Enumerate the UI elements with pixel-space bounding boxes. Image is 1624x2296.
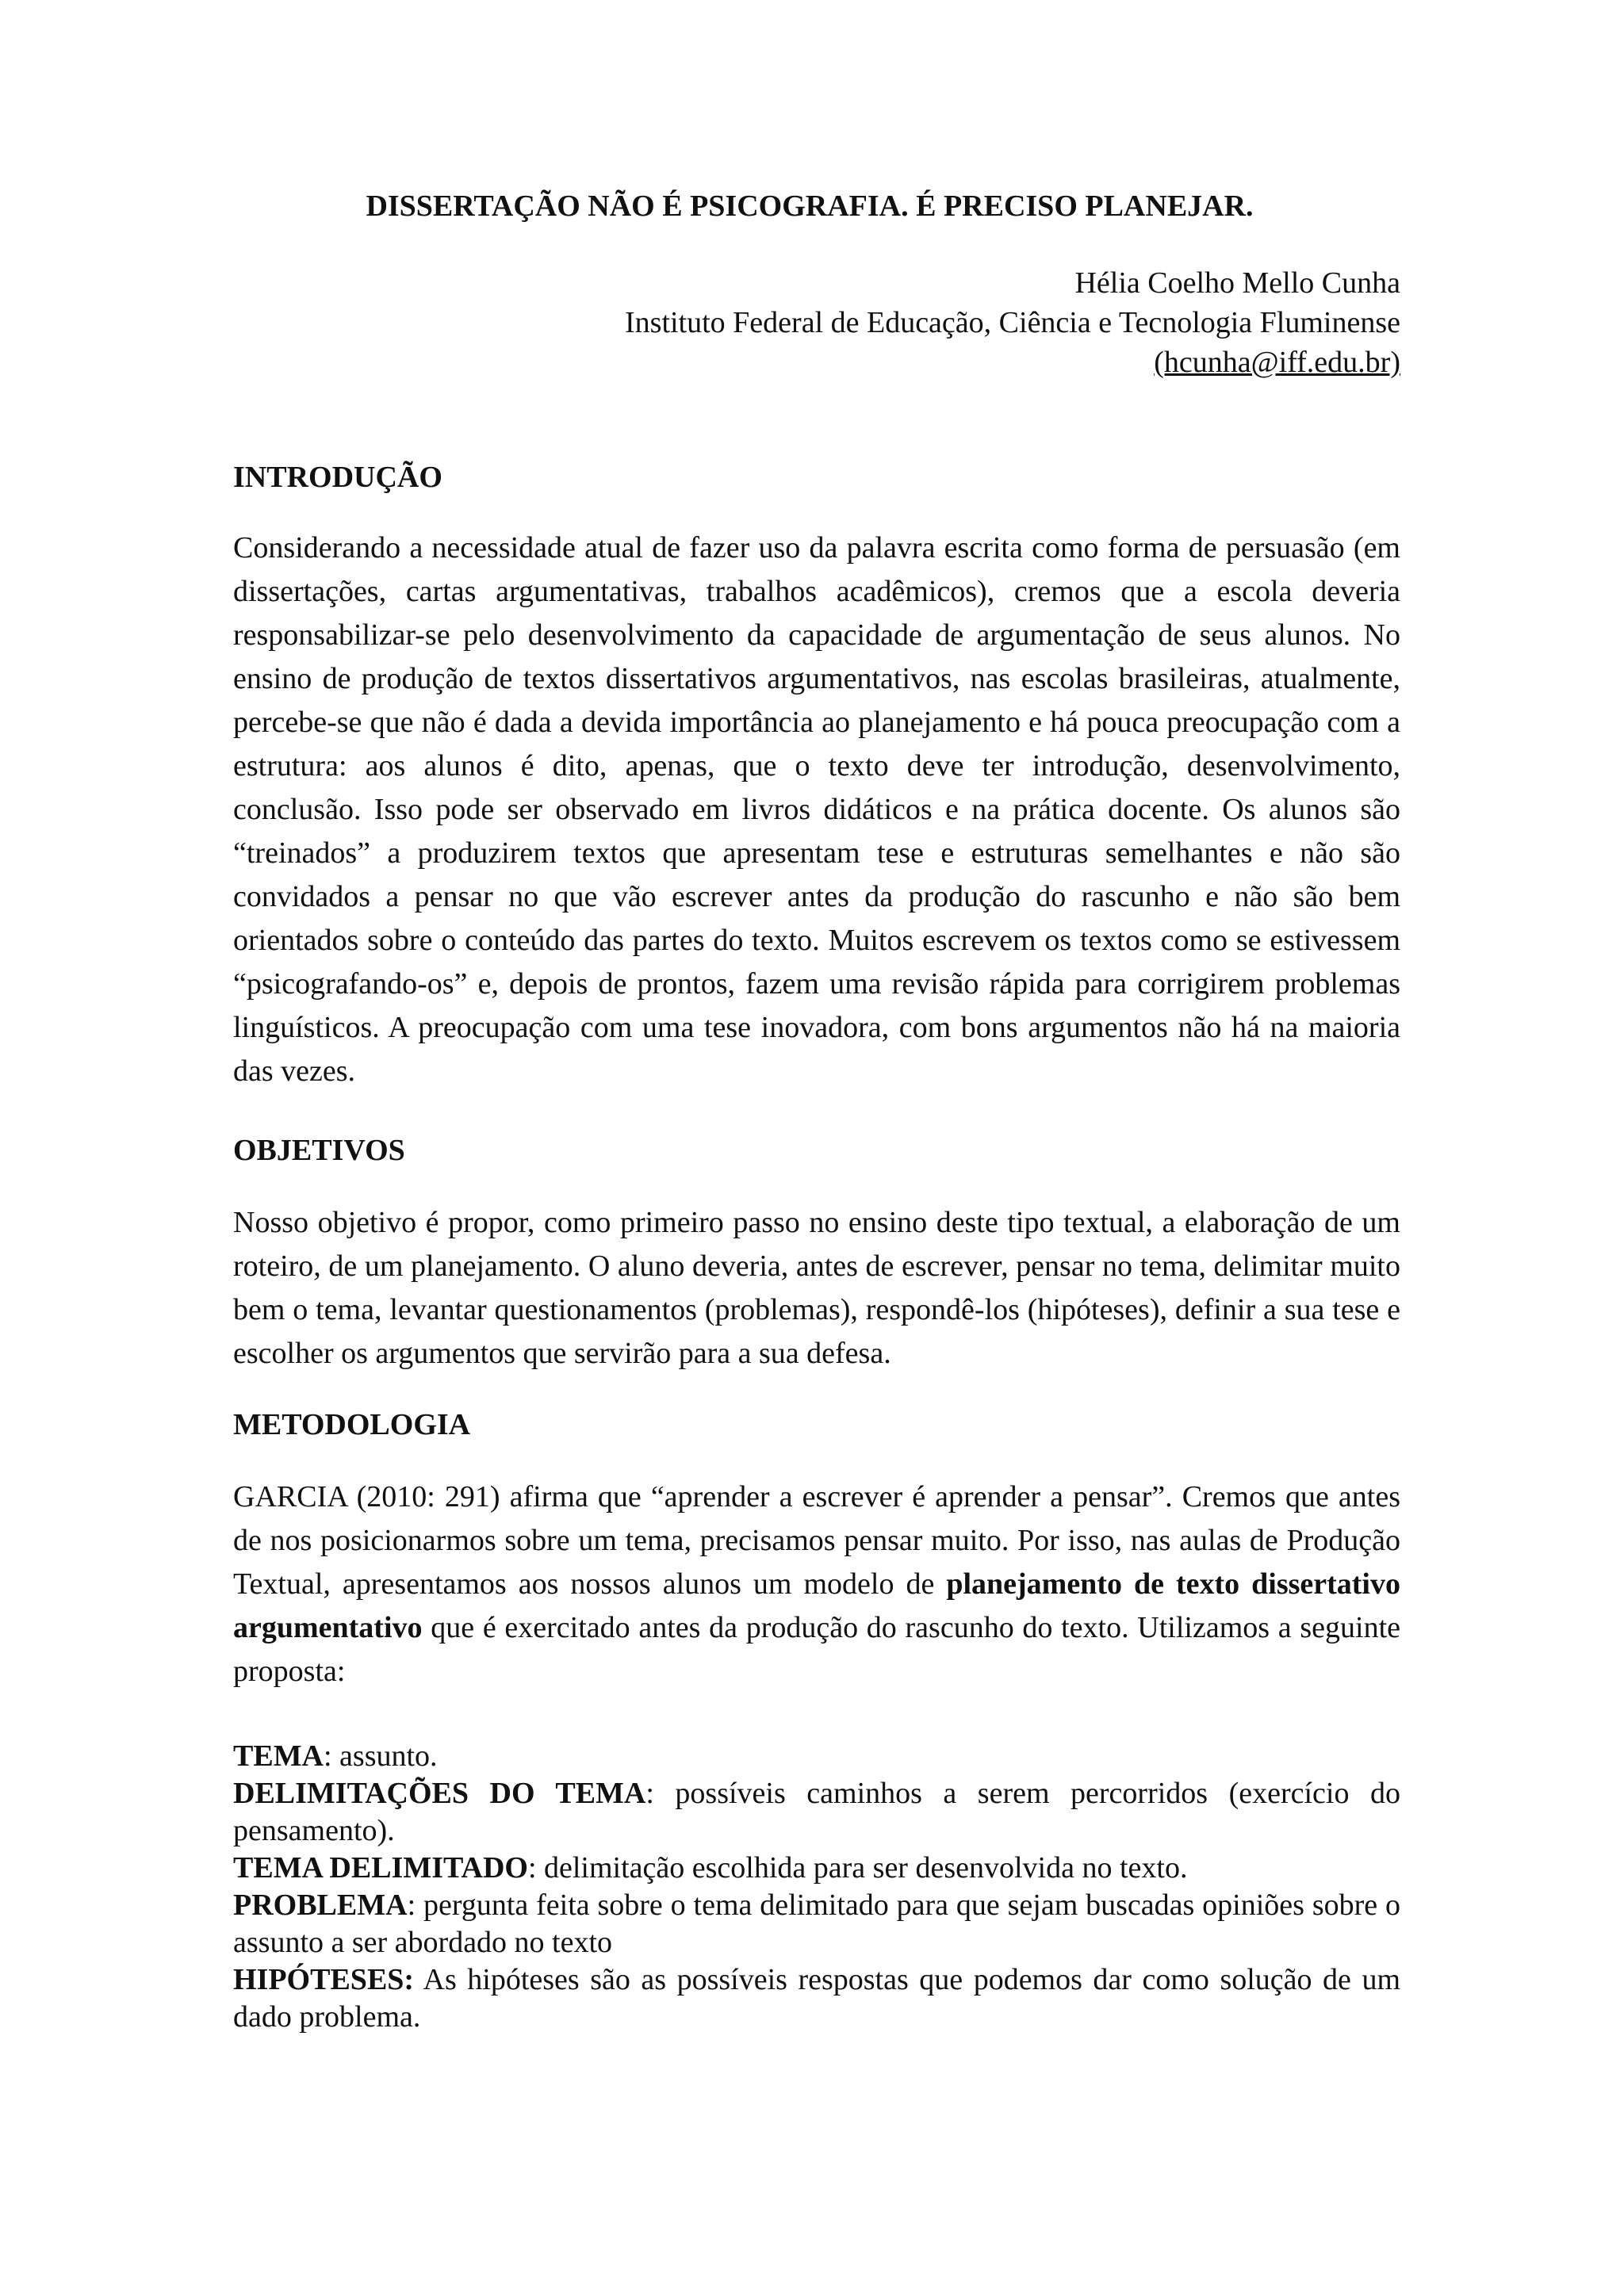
metodologia-text-end: que é exercitado antes da produção do rascunho do texto. Utilizamos a seguinte proposta: (233, 1611, 1400, 1688)
section-heading-metodologia: METODOLOGIA (233, 1408, 471, 1441)
author-block (233, 263, 1400, 382)
definition-term: TEMA (233, 1739, 324, 1773)
definition-item-tema (233, 1738, 1400, 1775)
metodologia-text-start: GARCIA (2010: 291) afirma que “aprender a escrever é aprender a pensar”. Cremos que antes de nos posicionarmos sobre um tema, precisamos pensar muito. Por isso, nas aulas de Produção Textual, apresentamos aos nossos alunos um modelo de (233, 1480, 1400, 1601)
definition-term: HIPÓTESES: (233, 1963, 415, 1996)
paragraph-metodologia (233, 1475, 1400, 1693)
definition-item-delimitacoes (233, 1775, 1400, 1850)
definition-item-tema-delimitado (233, 1850, 1400, 1887)
definition-term: DELIMITAÇÕES DO TEMA (233, 1777, 646, 1810)
paragraph-introducao: Considerando a necessidade atual de fazer uso da palavra escrita como forma de persuasão (em dissertações, cartas argumentativas, trabalhos acadêmicos), cremos que a escola deveria responsabilizar-se pelo desenvolvimento da capacidade de argumentação de seus alunos. No ensino de produção de textos dissertativos argumentativos, nas escolas brasileiras, atualmente, percebe-se que não é dada a devida importância ao planejamento e há pouca preocupação com a estrutura: aos alunos é dito, apenas, que o texto deve ter introdução, desenvolvimento, conclusão. Isso pode ser observado em livros didáticos e na prática docente. Os alunos são “treinados” a produzirem textos que apresentam tese e estruturas semelhantes e não são convidados a pensar no que vão escrever antes da produção do rascunho e não são bem orientados sobre o conteúdo das partes do texto. Muitos escrevem os textos como se estivessem “psicografando-os” e, depois de prontos, fazem uma revisão rápida para corrigirem problemas linguísticos. A preocupação com uma tese inovadora, com bons argumentos não há na maioria das vezes. (233, 531, 1400, 1088)
definition-item-hipoteses (233, 1961, 1400, 2036)
section-heading-introducao: INTRODUÇÃO (233, 461, 442, 494)
author-institution: Instituto Federal de Educação, Ciência e Tecnologia Fluminense (625, 306, 1400, 339)
section-heading-objetivos: OBJETIVOS (233, 1134, 405, 1167)
metodologia-bold-phrase: planejamento de texto dissertativo argumentativo (233, 1567, 1400, 1644)
definitions-list (233, 1738, 1400, 2036)
definition-text: As hipóteses são as possíveis respostas que podemos dar como solução de um dado problema. (233, 1963, 1400, 2034)
author-name: Hélia Coelho Mello Cunha (1074, 266, 1400, 300)
definition-item-problema (233, 1887, 1400, 1961)
definition-term: TEMA DELIMITADO (233, 1851, 528, 1885)
definition-text: : possíveis caminhos a serem percorridos (exercício do pensamento). (233, 1777, 1400, 1847)
document-page (233, 187, 1400, 2036)
author-email-link[interactable]: (hcunha@iff.edu.br) (1154, 346, 1400, 379)
definition-term: PROBLEMA (233, 1888, 408, 1922)
definition-text: : pergunta feita sobre o tema delimitado para que sejam buscadas opiniões sobre o assunto a ser abordado no texto (233, 1888, 1400, 1959)
document-title: DISSERTAÇÃO NÃO É PSICOGRAFIA. É PRECISO PLANEJAR. (366, 189, 1254, 223)
paragraph-objetivos: Nosso objetivo é propor, como primeiro passo no ensino deste tipo textual, a elaboração de um roteiro, de um planejamento. O aluno deveria, antes de escrever, pensar no tema, delimitar muito bem o tema, levantar questionamentos (problemas), respondê-los (hipóteses), definir a sua tese e escolher os argumentos que servirão para a sua defesa. (233, 1206, 1400, 1370)
definition-text: : delimitação escolhida para ser desenvolvida no texto. (527, 1851, 1188, 1885)
definition-text: : assunto. (324, 1739, 438, 1773)
